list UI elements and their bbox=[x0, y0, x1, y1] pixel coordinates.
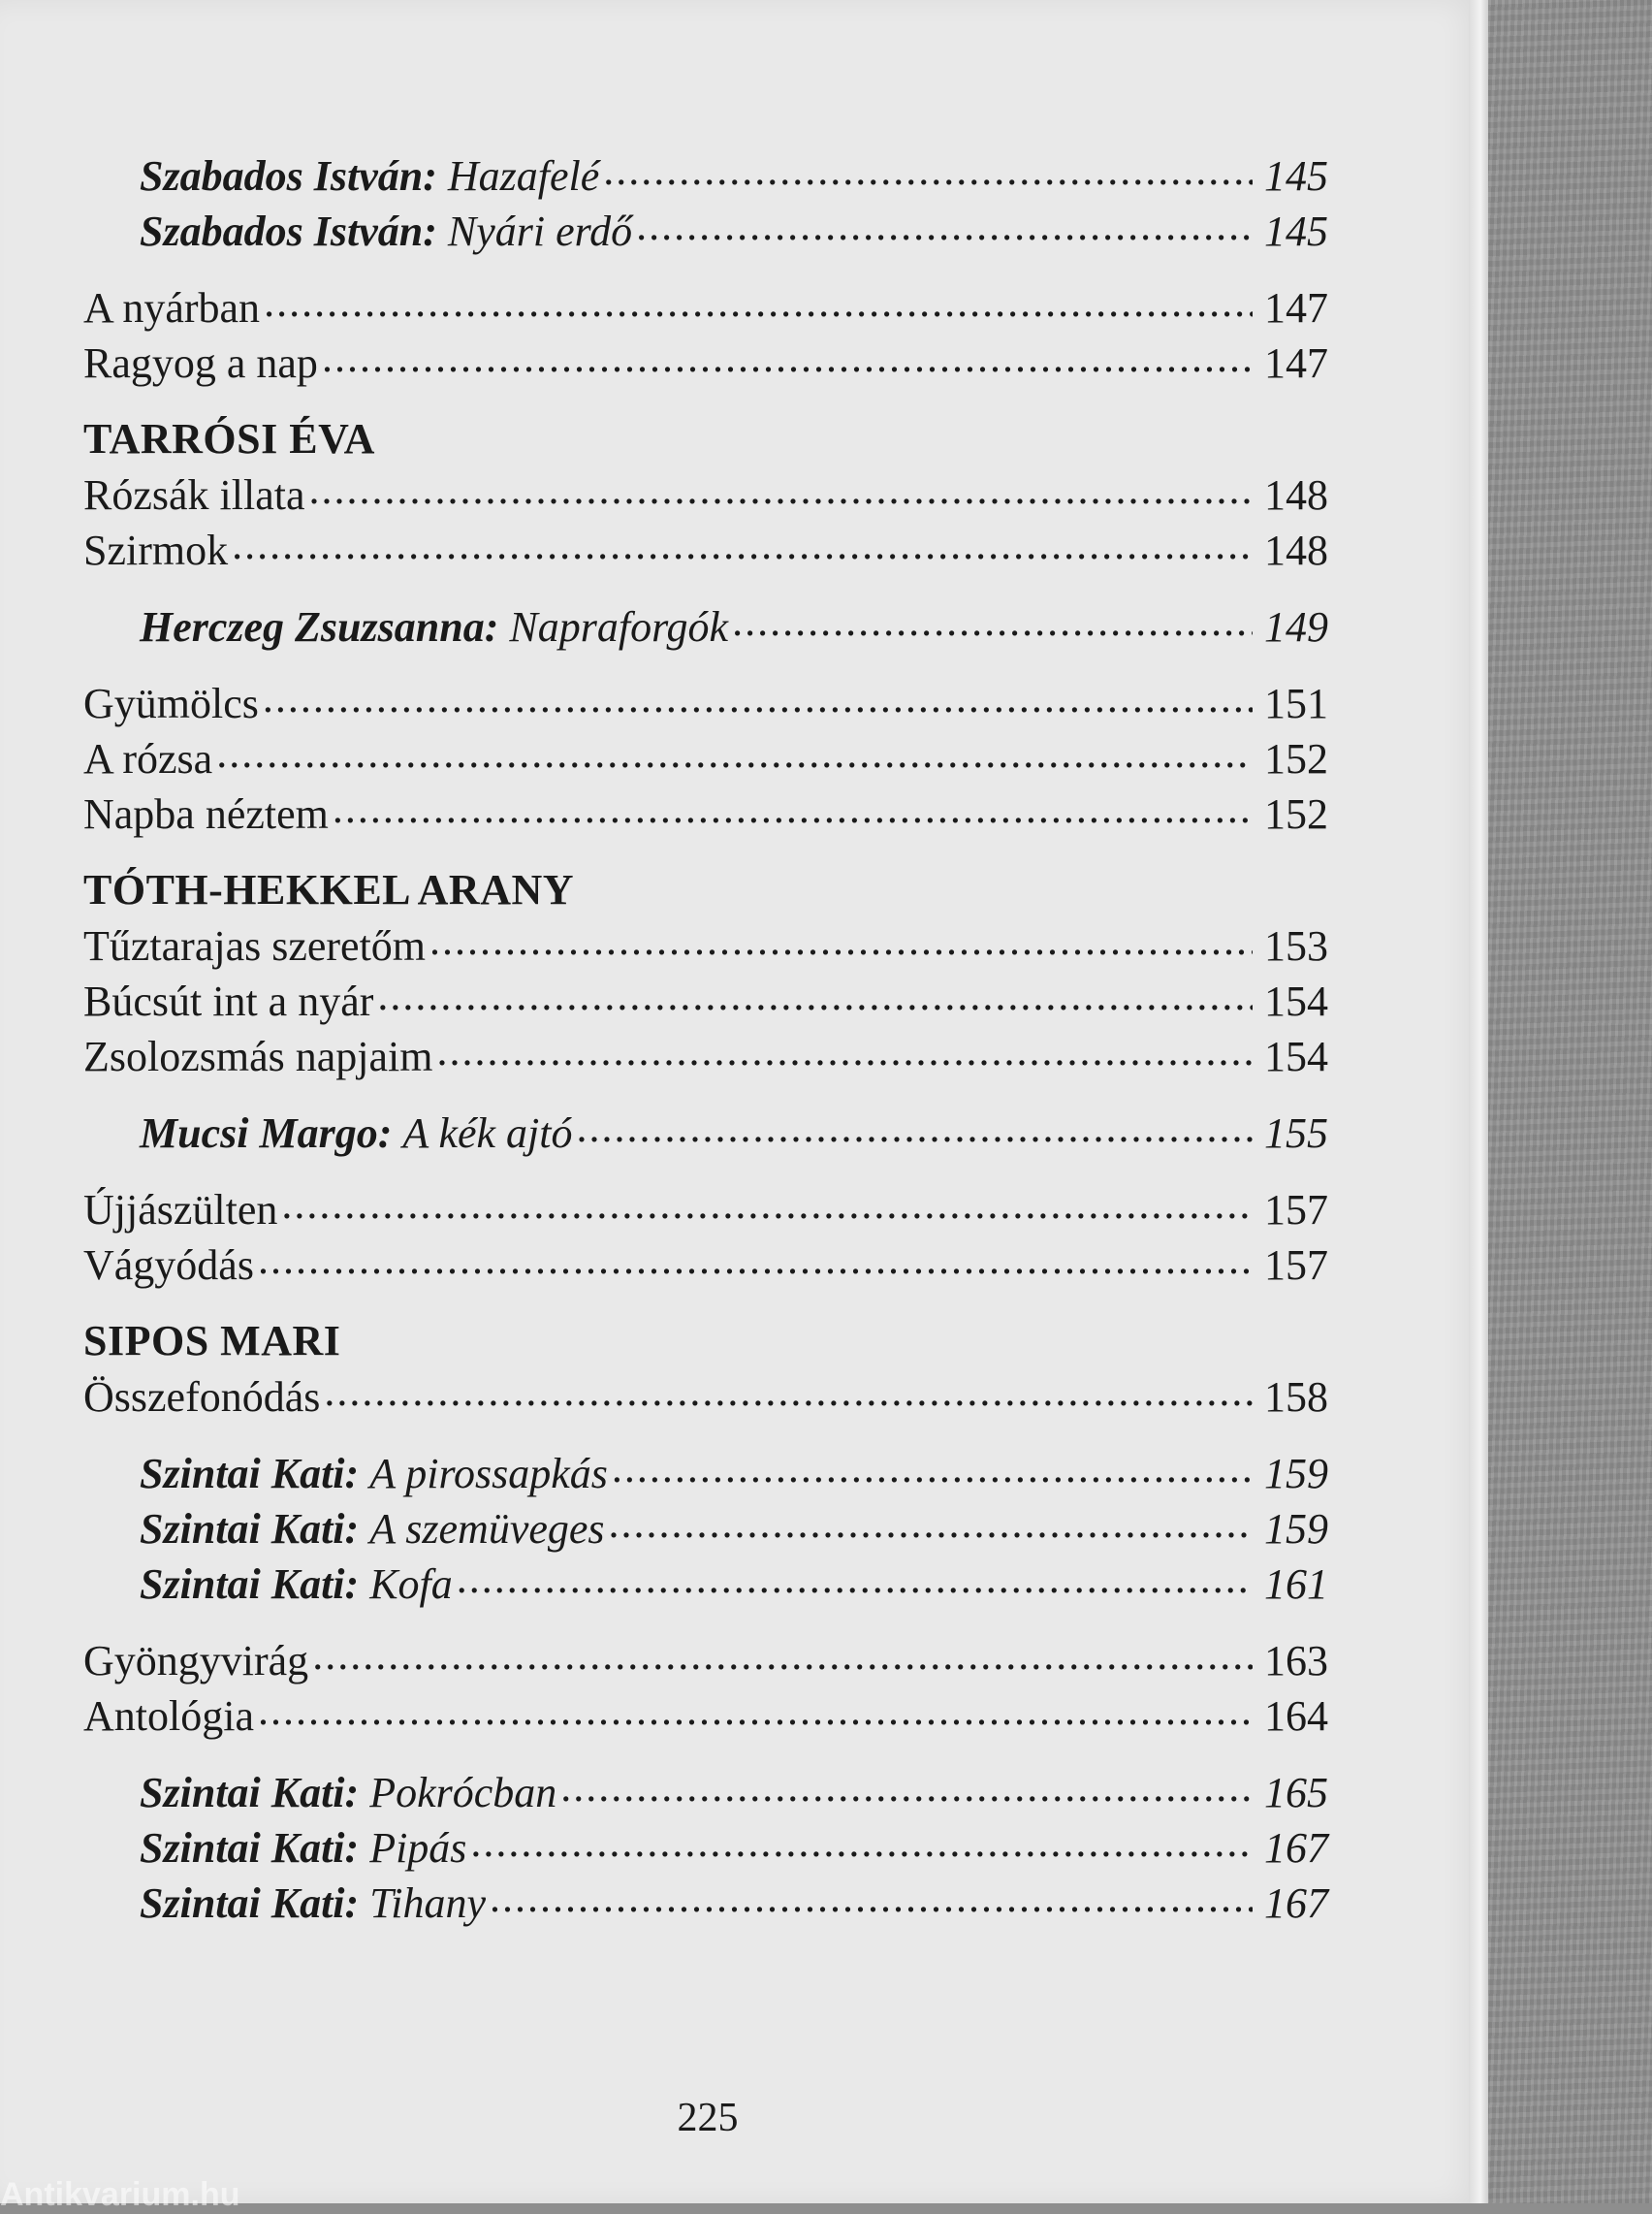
toc-title: Tihany bbox=[369, 1879, 486, 1927]
toc-author: Szintai Kati: bbox=[140, 1879, 360, 1927]
toc-page-number: 155 bbox=[1264, 1109, 1328, 1157]
toc-page-number: 158 bbox=[1264, 1373, 1328, 1421]
dot-leader bbox=[263, 675, 1253, 718]
toc-page-number: 159 bbox=[1264, 1450, 1328, 1497]
toc-page-number: 147 bbox=[1264, 284, 1328, 332]
watermark: Antikvarium.hu bbox=[0, 2176, 240, 2213]
toc-title: Pokrócban bbox=[369, 1769, 557, 1816]
toc-title: Újjászülten bbox=[83, 1186, 278, 1234]
toc-page-number: 161 bbox=[1264, 1560, 1328, 1608]
toc-title: Napba néztem bbox=[83, 790, 329, 838]
toc-author: Szintai Kati: bbox=[140, 1450, 360, 1497]
toc-title: A rózsa bbox=[83, 735, 213, 783]
section-heading: SIPOS MARI bbox=[83, 1317, 341, 1364]
toc-entry bbox=[83, 917, 1328, 973]
toc-page-number: 157 bbox=[1264, 1186, 1328, 1234]
toc-author: Szintai Kati: bbox=[140, 1769, 360, 1816]
toc-author: Szabados István: bbox=[140, 152, 437, 200]
toc-title: Zsolozsmás napjaim bbox=[83, 1033, 433, 1080]
dot-leader bbox=[264, 279, 1253, 322]
toc-page-number: 145 bbox=[1264, 208, 1328, 255]
toc-page-number: 148 bbox=[1264, 471, 1328, 519]
toc-title: Rózsák illata bbox=[83, 471, 305, 519]
toc-page-number: 167 bbox=[1264, 1824, 1328, 1872]
toc-title: Kofa bbox=[369, 1560, 453, 1608]
toc-page-number: 154 bbox=[1264, 1033, 1328, 1080]
toc-page-number: 145 bbox=[1264, 152, 1328, 200]
dot-leader bbox=[636, 203, 1253, 245]
toc-page-number: 152 bbox=[1264, 790, 1328, 838]
toc-entry bbox=[83, 1445, 1328, 1500]
toc-entry bbox=[83, 335, 1328, 390]
dot-leader bbox=[232, 522, 1253, 564]
toc-entry bbox=[83, 730, 1328, 786]
toc-author: Szintai Kati: bbox=[140, 1824, 360, 1872]
toc-page-number: 152 bbox=[1264, 735, 1328, 783]
dot-leader bbox=[312, 1632, 1253, 1675]
dot-leader bbox=[333, 786, 1253, 828]
toc-title: Ragyog a nap bbox=[83, 339, 318, 387]
toc-page-number: 149 bbox=[1264, 603, 1328, 651]
dot-leader bbox=[309, 466, 1254, 509]
dot-leader bbox=[258, 1687, 1253, 1730]
dot-leader bbox=[603, 147, 1253, 190]
toc-title: A nyárban bbox=[83, 284, 261, 332]
toc-author: Mucsi Margo: bbox=[140, 1109, 393, 1157]
dot-leader bbox=[612, 1445, 1253, 1488]
dot-leader bbox=[429, 917, 1253, 960]
toc-page-number: 148 bbox=[1264, 527, 1328, 574]
dot-leader bbox=[324, 1368, 1253, 1411]
toc-entry bbox=[83, 522, 1328, 577]
toc-entry bbox=[83, 973, 1328, 1028]
section-heading: TARRÓSI ÉVA bbox=[83, 415, 375, 463]
toc-author: Szabados István: bbox=[140, 208, 437, 255]
toc-title: Gyümölcs bbox=[83, 680, 259, 727]
toc-page-number: 154 bbox=[1264, 978, 1328, 1025]
toc-page-number: 159 bbox=[1264, 1505, 1328, 1553]
dot-leader bbox=[377, 973, 1253, 1015]
toc-title: Szirmok bbox=[83, 527, 229, 574]
toc-title: Vágyódás bbox=[83, 1241, 254, 1289]
toc-title: Antológia bbox=[83, 1692, 254, 1740]
toc-entry bbox=[83, 279, 1328, 335]
toc-title: Napraforgók bbox=[509, 603, 729, 651]
toc-entry bbox=[83, 1556, 1328, 1611]
section-heading: TÓTH-HEKKEL ARANY bbox=[83, 866, 575, 914]
toc-page-number: 157 bbox=[1264, 1241, 1328, 1289]
toc-entry bbox=[83, 203, 1328, 258]
toc-author: Szintai Kati: bbox=[140, 1560, 360, 1608]
dot-leader bbox=[258, 1236, 1253, 1279]
toc-entry bbox=[83, 1236, 1328, 1292]
page-edge bbox=[1469, 0, 1488, 2203]
toc-author: Herczeg Zsuzsanna: bbox=[140, 603, 499, 651]
toc-entry bbox=[83, 1764, 1328, 1819]
dot-leader bbox=[216, 730, 1253, 773]
toc-title: A kék ajtó bbox=[402, 1109, 573, 1157]
dot-leader bbox=[732, 598, 1253, 641]
toc-entry bbox=[83, 1632, 1328, 1687]
toc-author: Szintai Kati: bbox=[140, 1505, 360, 1553]
toc-title: Tűztarajas szeretőm bbox=[83, 922, 427, 970]
dot-leader bbox=[609, 1500, 1253, 1543]
dot-leader bbox=[490, 1875, 1253, 1917]
toc-title: Hazafelé bbox=[447, 152, 600, 200]
toc-page-number: 165 bbox=[1264, 1769, 1328, 1816]
toc-entry bbox=[83, 675, 1328, 730]
toc-entry bbox=[83, 1181, 1328, 1236]
toc-entry bbox=[83, 598, 1328, 654]
toc-entry bbox=[83, 1819, 1328, 1875]
toc-entry bbox=[83, 1875, 1328, 1930]
toc-title: Pipás bbox=[369, 1824, 467, 1872]
page-number: 225 bbox=[677, 2096, 739, 2140]
background-surface bbox=[1488, 0, 1652, 2203]
toc-entry bbox=[83, 1105, 1328, 1160]
dot-leader bbox=[560, 1764, 1253, 1807]
dot-leader bbox=[281, 1181, 1253, 1224]
toc-page-number: 151 bbox=[1264, 680, 1328, 727]
toc-entry bbox=[83, 1500, 1328, 1556]
toc-title: Összefonódás bbox=[83, 1373, 321, 1421]
toc-title: Gyöngyvirág bbox=[83, 1637, 309, 1685]
toc-entry bbox=[83, 147, 1328, 203]
dot-leader bbox=[437, 1028, 1254, 1071]
toc-page-number: 153 bbox=[1264, 922, 1328, 970]
toc-page-number: 147 bbox=[1264, 339, 1328, 387]
toc-entry bbox=[83, 1368, 1328, 1424]
toc-title: Búcsút int a nyár bbox=[83, 978, 374, 1025]
table-of-contents bbox=[83, 147, 1328, 1930]
dot-leader bbox=[470, 1819, 1253, 1862]
toc-title: A pirossapkás bbox=[369, 1450, 608, 1497]
toc-title: A szemüveges bbox=[369, 1505, 605, 1553]
dot-leader bbox=[577, 1105, 1254, 1147]
dot-leader bbox=[457, 1556, 1253, 1598]
toc-page-number: 167 bbox=[1264, 1879, 1328, 1927]
toc-entry bbox=[83, 466, 1328, 522]
toc-entry bbox=[83, 786, 1328, 841]
toc-page-number: 163 bbox=[1264, 1637, 1328, 1685]
toc-entry bbox=[83, 1687, 1328, 1743]
toc-title: Nyári erdő bbox=[447, 208, 633, 255]
dot-leader bbox=[322, 335, 1253, 377]
toc-page-number: 164 bbox=[1264, 1692, 1328, 1740]
toc-entry bbox=[83, 1028, 1328, 1083]
